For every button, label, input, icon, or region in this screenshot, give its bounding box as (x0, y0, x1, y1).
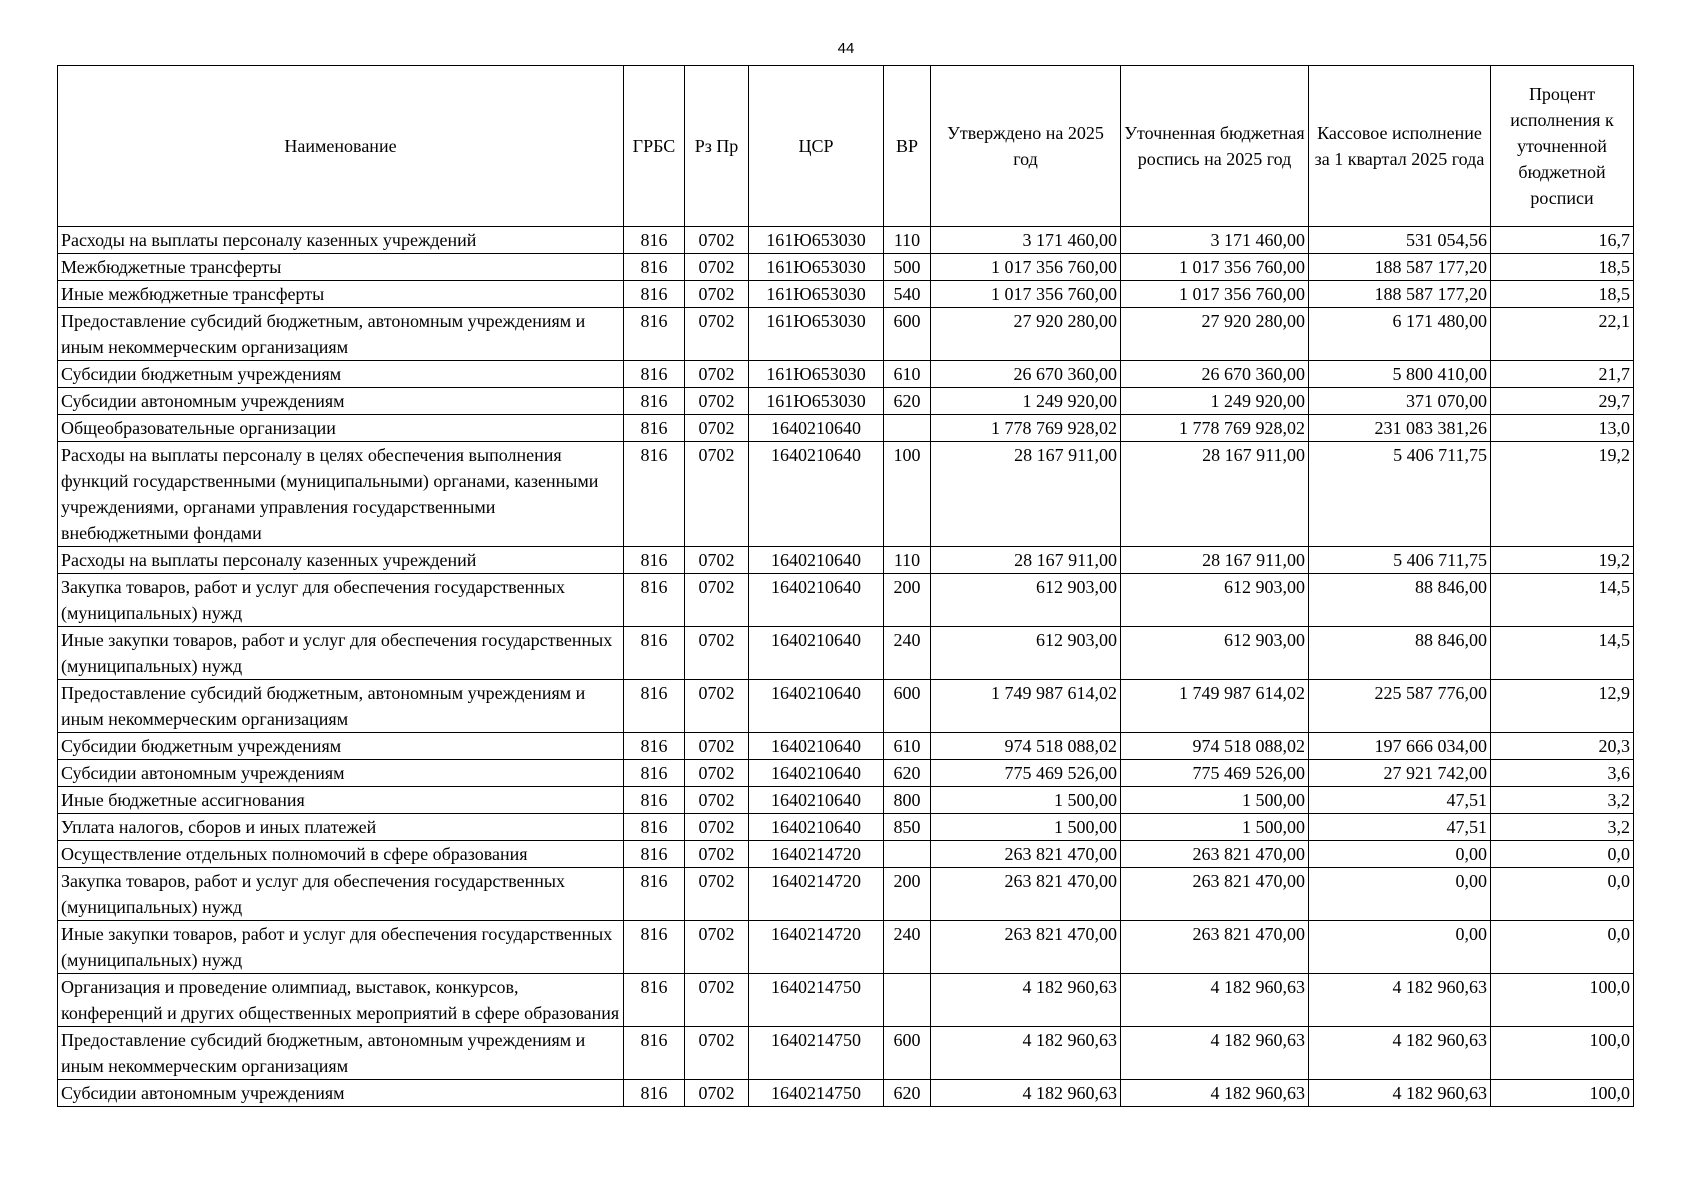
cell-csr: 161Ю653030 (749, 308, 884, 361)
cell-grbs: 816 (624, 814, 685, 841)
cell-refined: 27 920 280,00 (1121, 308, 1309, 361)
cell-cash-execution: 0,00 (1309, 921, 1491, 974)
cell-csr: 161Ю653030 (749, 254, 884, 281)
cell-csr: 1640214750 (749, 1027, 884, 1080)
cell-approved: 26 670 360,00 (931, 361, 1121, 388)
cell-name: Закупка товаров, работ и услуг для обеспечения государственных (муниципальных) нужд (58, 574, 624, 627)
header-name: Наименование (58, 66, 624, 227)
cell-rzpr: 0702 (685, 388, 749, 415)
cell-name: Предоставление субсидий бюджетным, автономным учреждениям и иным некоммерческим организациям (58, 308, 624, 361)
cell-vr (884, 974, 931, 1027)
cell-refined: 28 167 911,00 (1121, 442, 1309, 547)
cell-grbs: 816 (624, 787, 685, 814)
cell-name: Иные закупки товаров, работ и услуг для обеспечения государственных (муниципальных) нужд (58, 627, 624, 680)
cell-percent: 0,0 (1491, 868, 1634, 921)
header-csr: ЦСР (749, 66, 884, 227)
cell-grbs: 816 (624, 227, 685, 254)
cell-cash-execution: 0,00 (1309, 868, 1491, 921)
cell-percent: 12,9 (1491, 680, 1634, 733)
cell-csr: 1640214750 (749, 1080, 884, 1107)
cell-cash-execution: 4 182 960,63 (1309, 1080, 1491, 1107)
cell-cash-execution: 5 800 410,00 (1309, 361, 1491, 388)
cell-percent: 3,2 (1491, 787, 1634, 814)
cell-vr: 850 (884, 814, 931, 841)
header-rzpr: Рз Пр (685, 66, 749, 227)
cell-cash-execution: 231 083 381,26 (1309, 415, 1491, 442)
cell-vr: 600 (884, 680, 931, 733)
cell-refined: 1 017 356 760,00 (1121, 254, 1309, 281)
cell-grbs: 816 (624, 254, 685, 281)
cell-rzpr: 0702 (685, 1027, 749, 1080)
cell-name: Иные закупки товаров, работ и услуг для обеспечения государственных (муниципальных) нужд (58, 921, 624, 974)
cell-refined: 26 670 360,00 (1121, 361, 1309, 388)
cell-name: Субсидии автономным учреждениям (58, 388, 624, 415)
cell-csr: 161Ю653030 (749, 227, 884, 254)
cell-rzpr: 0702 (685, 361, 749, 388)
cell-refined: 1 500,00 (1121, 814, 1309, 841)
cell-approved: 3 171 460,00 (931, 227, 1121, 254)
table-row (58, 308, 1634, 361)
cell-percent: 100,0 (1491, 974, 1634, 1027)
cell-grbs: 816 (624, 308, 685, 361)
cell-refined: 1 749 987 614,02 (1121, 680, 1309, 733)
cell-cash-execution: 5 406 711,75 (1309, 547, 1491, 574)
cell-refined: 1 778 769 928,02 (1121, 415, 1309, 442)
cell-approved: 1 778 769 928,02 (931, 415, 1121, 442)
table-header-row (58, 66, 1634, 227)
cell-name: Межбюджетные трансферты (58, 254, 624, 281)
cell-cash-execution: 371 070,00 (1309, 388, 1491, 415)
cell-rzpr: 0702 (685, 921, 749, 974)
cell-csr: 1640210640 (749, 760, 884, 787)
cell-grbs: 816 (624, 627, 685, 680)
table-row (58, 361, 1634, 388)
cell-approved: 4 182 960,63 (931, 974, 1121, 1027)
cell-name: Субсидии автономным учреждениям (58, 760, 624, 787)
cell-name: Предоставление субсидий бюджетным, автономным учреждениям и иным некоммерческим организациям (58, 1027, 624, 1080)
cell-percent: 19,2 (1491, 442, 1634, 547)
cell-csr: 1640214720 (749, 841, 884, 868)
cell-approved: 263 821 470,00 (931, 841, 1121, 868)
cell-cash-execution: 225 587 776,00 (1309, 680, 1491, 733)
page-number: 44 (837, 40, 855, 57)
cell-approved: 1 249 920,00 (931, 388, 1121, 415)
cell-grbs: 816 (624, 921, 685, 974)
cell-approved: 1 017 356 760,00 (931, 254, 1121, 281)
cell-cash-execution: 197 666 034,00 (1309, 733, 1491, 760)
cell-rzpr: 0702 (685, 574, 749, 627)
cell-vr: 610 (884, 361, 931, 388)
cell-refined: 974 518 088,02 (1121, 733, 1309, 760)
table-row (58, 547, 1634, 574)
table-row (58, 574, 1634, 627)
cell-cash-execution: 4 182 960,63 (1309, 974, 1491, 1027)
cell-csr: 1640210640 (749, 547, 884, 574)
cell-vr: 100 (884, 442, 931, 547)
cell-rzpr: 0702 (685, 442, 749, 547)
cell-csr: 1640210640 (749, 574, 884, 627)
cell-name: Осуществление отдельных полномочий в сфере образования (58, 841, 624, 868)
header-cash-execution: Кассовое исполнение за 1 квартал 2025 года (1309, 66, 1491, 227)
cell-name: Уплата налогов, сборов и иных платежей (58, 814, 624, 841)
cell-name: Закупка товаров, работ и услуг для обеспечения государственных (муниципальных) нужд (58, 868, 624, 921)
cell-csr: 1640214720 (749, 921, 884, 974)
cell-name: Расходы на выплаты персоналу казенных учреждений (58, 227, 624, 254)
table-row (58, 442, 1634, 547)
cell-vr: 620 (884, 1080, 931, 1107)
table-row (58, 680, 1634, 733)
cell-rzpr: 0702 (685, 415, 749, 442)
cell-name: Иные межбюджетные трансферты (58, 281, 624, 308)
cell-vr: 620 (884, 388, 931, 415)
cell-refined: 263 821 470,00 (1121, 868, 1309, 921)
table-row (58, 760, 1634, 787)
header-approved: Утверждено на 2025 год (931, 66, 1121, 227)
cell-vr: 240 (884, 921, 931, 974)
cell-vr: 110 (884, 227, 931, 254)
header-percent: Процент исполнения к уточненной бюджетной росписи (1491, 66, 1634, 227)
cell-approved: 612 903,00 (931, 574, 1121, 627)
table-row (58, 227, 1634, 254)
cell-vr (884, 841, 931, 868)
cell-approved: 263 821 470,00 (931, 921, 1121, 974)
cell-percent: 3,6 (1491, 760, 1634, 787)
cell-percent: 16,7 (1491, 227, 1634, 254)
cell-refined: 775 469 526,00 (1121, 760, 1309, 787)
cell-rzpr: 0702 (685, 680, 749, 733)
cell-approved: 1 749 987 614,02 (931, 680, 1121, 733)
cell-name: Организация и проведение олимпиад, выставок, конкурсов, конференций и других общественных мероприятий в сфере образования (58, 974, 624, 1027)
table-row (58, 921, 1634, 974)
cell-refined: 28 167 911,00 (1121, 547, 1309, 574)
cell-approved: 28 167 911,00 (931, 547, 1121, 574)
cell-percent: 22,1 (1491, 308, 1634, 361)
cell-vr: 800 (884, 787, 931, 814)
cell-percent: 14,5 (1491, 574, 1634, 627)
cell-grbs: 816 (624, 547, 685, 574)
cell-percent: 0,0 (1491, 841, 1634, 868)
cell-csr: 161Ю653030 (749, 361, 884, 388)
cell-approved: 27 920 280,00 (931, 308, 1121, 361)
cell-approved: 974 518 088,02 (931, 733, 1121, 760)
cell-csr: 1640210640 (749, 680, 884, 733)
cell-grbs: 816 (624, 1027, 685, 1080)
cell-name: Общеобразовательные организации (58, 415, 624, 442)
cell-cash-execution: 88 846,00 (1309, 574, 1491, 627)
cell-vr: 200 (884, 868, 931, 921)
cell-rzpr: 0702 (685, 787, 749, 814)
cell-refined: 3 171 460,00 (1121, 227, 1309, 254)
cell-grbs: 816 (624, 680, 685, 733)
cell-percent: 19,2 (1491, 547, 1634, 574)
cell-grbs: 816 (624, 361, 685, 388)
cell-name: Иные бюджетные ассигнования (58, 787, 624, 814)
cell-vr (884, 415, 931, 442)
cell-cash-execution: 531 054,56 (1309, 227, 1491, 254)
cell-approved: 1 500,00 (931, 814, 1121, 841)
cell-grbs: 816 (624, 841, 685, 868)
cell-refined: 612 903,00 (1121, 627, 1309, 680)
cell-percent: 0,0 (1491, 921, 1634, 974)
cell-grbs: 816 (624, 442, 685, 547)
cell-refined: 263 821 470,00 (1121, 841, 1309, 868)
cell-grbs: 816 (624, 733, 685, 760)
cell-rzpr: 0702 (685, 733, 749, 760)
cell-refined: 263 821 470,00 (1121, 921, 1309, 974)
cell-approved: 1 500,00 (931, 787, 1121, 814)
cell-rzpr: 0702 (685, 627, 749, 680)
cell-vr: 620 (884, 760, 931, 787)
cell-rzpr: 0702 (685, 814, 749, 841)
cell-grbs: 816 (624, 868, 685, 921)
table-row (58, 415, 1634, 442)
cell-rzpr: 0702 (685, 227, 749, 254)
cell-approved: 775 469 526,00 (931, 760, 1121, 787)
header-vr: ВР (884, 66, 931, 227)
table-row (58, 974, 1634, 1027)
cell-vr: 600 (884, 1027, 931, 1080)
table-row (58, 814, 1634, 841)
cell-csr: 1640214750 (749, 974, 884, 1027)
cell-csr: 1640210640 (749, 814, 884, 841)
header-grbs: ГРБС (624, 66, 685, 227)
cell-grbs: 816 (624, 415, 685, 442)
cell-cash-execution: 47,51 (1309, 814, 1491, 841)
cell-approved: 612 903,00 (931, 627, 1121, 680)
cell-approved: 28 167 911,00 (931, 442, 1121, 547)
cell-percent: 20,3 (1491, 733, 1634, 760)
cell-approved: 4 182 960,63 (931, 1080, 1121, 1107)
cell-cash-execution: 6 171 480,00 (1309, 308, 1491, 361)
cell-refined: 4 182 960,63 (1121, 974, 1309, 1027)
cell-vr: 600 (884, 308, 931, 361)
cell-name: Расходы на выплаты персоналу казенных учреждений (58, 547, 624, 574)
cell-grbs: 816 (624, 281, 685, 308)
cell-name: Субсидии автономным учреждениям (58, 1080, 624, 1107)
cell-csr: 161Ю653030 (749, 281, 884, 308)
cell-csr: 1640214720 (749, 868, 884, 921)
table-row (58, 733, 1634, 760)
cell-percent: 100,0 (1491, 1027, 1634, 1080)
budget-execution-table (57, 65, 1634, 1107)
cell-name: Предоставление субсидий бюджетным, автономным учреждениям и иным некоммерческим организациям (58, 680, 624, 733)
cell-csr: 1640210640 (749, 787, 884, 814)
table-row (58, 281, 1634, 308)
table-row (58, 1027, 1634, 1080)
table-body (58, 227, 1634, 1107)
cell-rzpr: 0702 (685, 1080, 749, 1107)
cell-percent: 3,2 (1491, 814, 1634, 841)
cell-grbs: 816 (624, 974, 685, 1027)
cell-grbs: 816 (624, 574, 685, 627)
cell-rzpr: 0702 (685, 281, 749, 308)
cell-cash-execution: 27 921 742,00 (1309, 760, 1491, 787)
table-row (58, 787, 1634, 814)
cell-rzpr: 0702 (685, 760, 749, 787)
cell-cash-execution: 0,00 (1309, 841, 1491, 868)
cell-csr: 1640210640 (749, 627, 884, 680)
cell-refined: 1 249 920,00 (1121, 388, 1309, 415)
cell-refined: 612 903,00 (1121, 574, 1309, 627)
table-row (58, 254, 1634, 281)
table-row (58, 627, 1634, 680)
cell-approved: 1 017 356 760,00 (931, 281, 1121, 308)
cell-csr: 1640210640 (749, 415, 884, 442)
cell-approved: 4 182 960,63 (931, 1027, 1121, 1080)
cell-percent: 13,0 (1491, 415, 1634, 442)
cell-name: Расходы на выплаты персоналу в целях обеспечения выполнения функций государственными (муниципальными) органами, казенными учреждениями, органами управления государственными внебюджетными фондами (58, 442, 624, 547)
cell-name: Субсидии бюджетным учреждениям (58, 733, 624, 760)
cell-vr: 110 (884, 547, 931, 574)
cell-cash-execution: 4 182 960,63 (1309, 1027, 1491, 1080)
cell-percent: 21,7 (1491, 361, 1634, 388)
table-row (58, 1080, 1634, 1107)
cell-grbs: 816 (624, 1080, 685, 1107)
cell-cash-execution: 5 406 711,75 (1309, 442, 1491, 547)
cell-percent: 18,5 (1491, 254, 1634, 281)
cell-percent: 18,5 (1491, 281, 1634, 308)
cell-refined: 1 017 356 760,00 (1121, 281, 1309, 308)
cell-rzpr: 0702 (685, 841, 749, 868)
cell-csr: 161Ю653030 (749, 388, 884, 415)
cell-refined: 4 182 960,63 (1121, 1027, 1309, 1080)
cell-cash-execution: 188 587 177,20 (1309, 254, 1491, 281)
cell-vr: 240 (884, 627, 931, 680)
cell-rzpr: 0702 (685, 308, 749, 361)
cell-vr: 200 (884, 574, 931, 627)
cell-rzpr: 0702 (685, 868, 749, 921)
table-row (58, 388, 1634, 415)
header-refined: Уточненная бюджетная роспись на 2025 год (1121, 66, 1309, 227)
cell-cash-execution: 88 846,00 (1309, 627, 1491, 680)
cell-csr: 1640210640 (749, 442, 884, 547)
cell-vr: 500 (884, 254, 931, 281)
cell-percent: 14,5 (1491, 627, 1634, 680)
cell-csr: 1640210640 (749, 733, 884, 760)
cell-rzpr: 0702 (685, 254, 749, 281)
cell-refined: 4 182 960,63 (1121, 1080, 1309, 1107)
cell-vr: 540 (884, 281, 931, 308)
cell-percent: 29,7 (1491, 388, 1634, 415)
cell-rzpr: 0702 (685, 547, 749, 574)
cell-approved: 263 821 470,00 (931, 868, 1121, 921)
cell-vr: 610 (884, 733, 931, 760)
cell-cash-execution: 47,51 (1309, 787, 1491, 814)
cell-refined: 1 500,00 (1121, 787, 1309, 814)
table-row (58, 868, 1634, 921)
cell-name: Субсидии бюджетным учреждениям (58, 361, 624, 388)
cell-grbs: 816 (624, 760, 685, 787)
cell-grbs: 816 (624, 388, 685, 415)
cell-percent: 100,0 (1491, 1080, 1634, 1107)
cell-cash-execution: 188 587 177,20 (1309, 281, 1491, 308)
cell-rzpr: 0702 (685, 974, 749, 1027)
table-row (58, 841, 1634, 868)
